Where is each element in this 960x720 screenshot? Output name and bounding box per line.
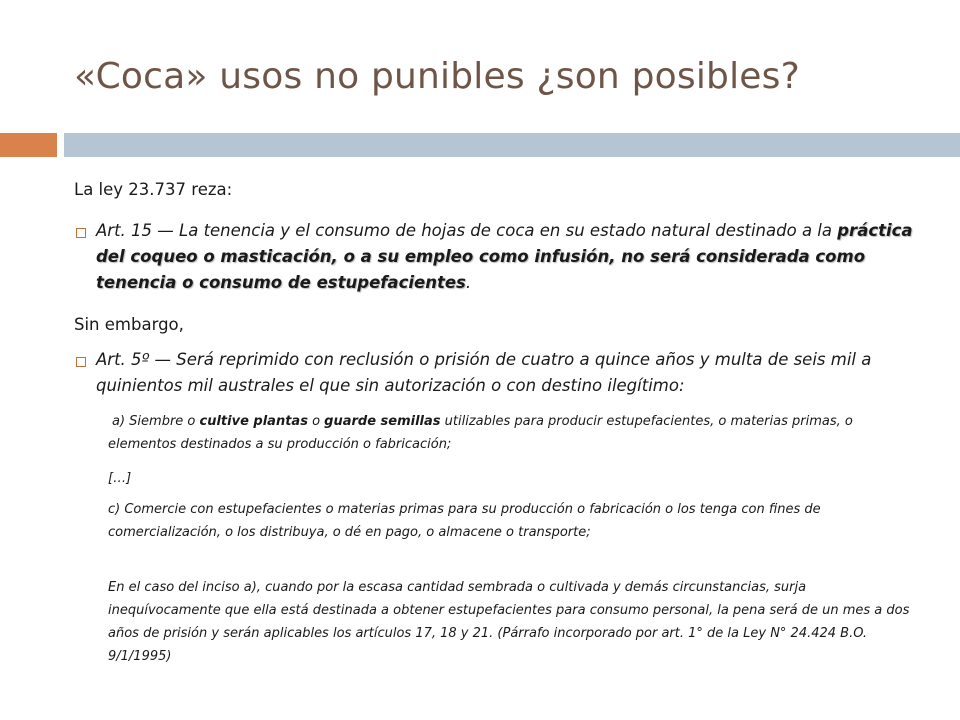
sin-embargo-text: Sin embargo, <box>74 315 184 334</box>
inciso-a <box>108 410 920 456</box>
inciso-c: c) Comercie con estupefacientes o materias primas para su producción o fabricación o los tenga con fines de comercialización, o los distribuya, o dé en pago, o almacene o transporte; <box>108 502 821 540</box>
inciso-a-part: utilizables para producir estupefacientes, o materias primas, o elementos destinados a su producción o fabricación; <box>108 414 853 452</box>
ellipsis-text: […] <box>108 471 132 486</box>
accent-bar-orange <box>0 133 57 157</box>
hollow-square-bullet-icon <box>76 228 86 238</box>
art5-text: Art. 5º — Será reprimido con reclusión o prisión de cuatro a quince años y multa de seis mil a quinientos mil australes el que sin autorización o con destino ilegítimo: <box>96 350 872 395</box>
slide-title: «Coca» usos no punibles ¿son posibles? <box>74 56 800 97</box>
art15-end: . <box>465 273 472 292</box>
hollow-square-bullet-icon <box>76 357 86 367</box>
art15-emphasis: práctica del coqueo o masticación, o a su empleo como infusión, no será considerada como tenencia o consumo de estupefacientes <box>96 221 913 292</box>
inciso-a-bold: cultive plantas <box>199 414 308 429</box>
accent-bar-blue <box>64 133 960 157</box>
art15-lead: Art. 15 — La tenencia y el consumo de hojas de coca en su estado natural destinado a la <box>96 221 838 240</box>
inciso-a-part: a) Siembre o <box>112 414 200 429</box>
final-paragraph: En el caso del inciso a), cuando por la escasa cantidad sembrada o cultivada y demás circunstancias, surja inequívocamente que ella está destinada a obtener estupefacientes para consumo personal, la pena será de un mes a dos años de prisión y serán aplicables los artículos 17, 18 y 21. (Párrafo incorporado por art. 1° de la Ley N° 24.424 B.O. 9/1/1995) <box>108 580 910 664</box>
inciso-a-bold: guarde semillas <box>324 414 441 429</box>
art15-text <box>96 218 914 296</box>
intro-text: La ley 23.737 reza: <box>74 180 233 199</box>
inciso-a-part: o <box>307 414 325 429</box>
